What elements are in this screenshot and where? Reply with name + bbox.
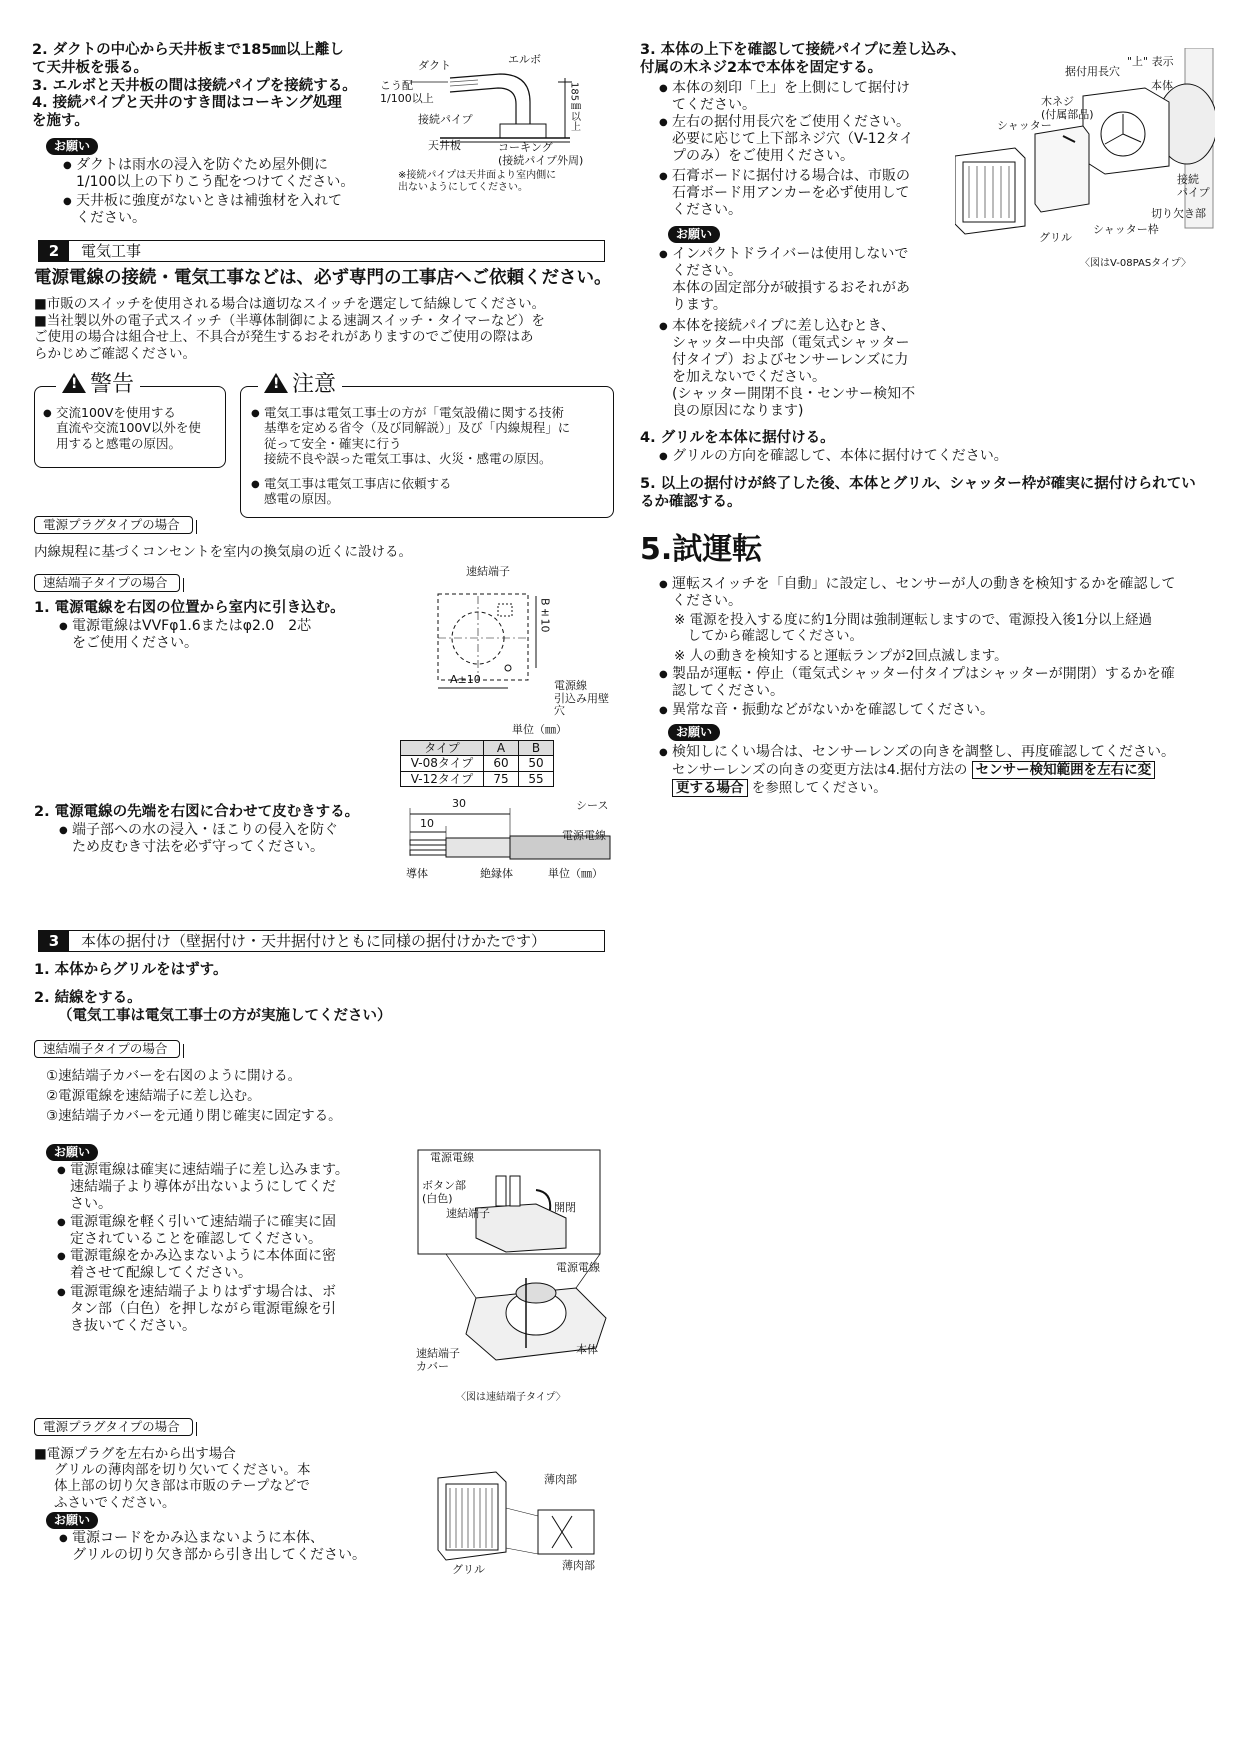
terminal-note-2: ● 電源電線を軽く引いて速結端子に確実に固 定されていることを確認してください。 [70,1214,336,1248]
fig3-insulator-label: 絶縁体 [480,867,513,880]
fig2-terminal-label: 速結端子 [466,565,510,578]
fig3-unit-label: 単位（㎜） [548,867,603,880]
terminal-note-4: ● 電源電線を速結端子よりはずす場合は、ボ タン部（白色）を押しながら電源電線を引 き抜いてください。 [70,1284,336,1335]
table-header: B [519,741,554,756]
test-subnote-2: ※ 人の動きを検知すると運転ランプが2回点滅します。 [674,648,1008,664]
fig6-grill-label: グリル [1039,231,1072,244]
warning-title-text: 警告 [90,372,135,397]
fig4-body-label: 本体 [576,1343,598,1356]
mount-step-3-note-2: ● 左右の据付用長穴をご使用ください。 必要に応じて上下部ネジ穴（V-12タイ プのみ）をご使用ください。 [672,114,913,165]
fig1-note: ※接続パイプは天井面より室内側に 出ないようにしてください。 [398,170,557,193]
fig2-unit-label: 単位（㎜） [512,723,567,736]
fig1-pipe-label: 接続パイプ [418,113,473,126]
fig6-shutter-label: シャッター [997,119,1052,132]
body-mount-figure [955,48,1215,268]
mount-step-3-note-3: ● 石膏ボードに据付ける場合は、市販の 石膏ボード用アンカーを必ず使用して ください。 [672,168,910,219]
test-note-1: ● 運転スイッチを「自動」に設定し、センサーが人の動きを検知するかを確認して ください。 [672,576,1175,610]
warning-title [56,372,140,398]
fig6-body-label: 本体 [1151,79,1173,92]
fig4-caption: 〈図は速結端子タイプ〉 [456,1392,566,1403]
section-3-title: 本体の据付け（壁据付け・天井据付けともに同様の据付けかたです） [81,932,547,950]
caution-text-1: ● 電気工事は電気工事士の方が「電気設備に関する技術 基準を定める省令（及び同解説）」及び「内線規程」に 従って安全・確実に行う 接続不良や誤った電気工事は、火災・感電の原因。 [264,405,570,466]
table-header-row [401,741,554,756]
section-3-number: 3 [39,931,69,951]
install-step-4: 4. 接続パイプと天井のすき間はコーキング処理 を施す。 [32,95,342,129]
grill-thin-figure [432,1468,622,1578]
fig4-cable-label: 電源電線 [430,1151,474,1164]
wall-hole-figure [426,566,616,716]
plug-type-text: 内線規程に基づくコンセントを室内の換気扇の近くに設ける。 [34,544,412,560]
plug-type-tag: 電源プラグタイプの場合 [34,516,193,534]
quick-terminal-figure [416,1148,616,1408]
table-cell: V-12タイプ [401,771,484,786]
detect-note-line3 [672,780,887,796]
wiring-step-2-note: ● 端子部への水の浸入・ほこりの侵入を防ぐ ため皮むき寸法を必ず守ってください。 [72,822,338,856]
duct-elbow-figure [380,52,630,202]
fig3-conductor-label: 導体 [406,867,428,880]
table-cell: 50 [519,756,554,771]
detect-note [672,744,1175,761]
fig4-terminal-label: 速結端子 [446,1207,490,1220]
onegai-badge-5: お願い [668,724,720,741]
mount-step-1: 1. 本体からグリルをはずす。 [34,962,228,978]
plug-type-tag-2: 電源プラグタイプの場合 [34,1418,193,1436]
fig6-slot-label: 据付用長穴 [1065,65,1120,78]
sensor-range-ref-link-2[interactable]: 更する場合 [672,779,748,797]
table-row [401,771,554,786]
fig2-a-label: A±10 [450,673,481,686]
test-note-3: ● 異常な音・振動などがないかを確認してください。 [672,702,994,719]
fig6-pipe-label: 接続 パイプ [1177,173,1210,199]
mount-step-2-sub: （電気工事は電気工事士の方が実施してください） [58,1008,392,1024]
mount-step-5: 5. 以上の据付けが終了した後、本体とグリル、シャッター枠が確実に据付けられてい るか確認する。 [640,476,1196,510]
electronic-switch-note: ■当社製以外の電子式スイッチ（半導体制御による速調スイッチ・タイマーなど）を ご使用の場合は組合せ上、不具合が発生するおそれがありますのでご使用の際はあ らかじめご確認ください。 [34,313,545,362]
fig4-button-label: ボタン部 (白色) [422,1179,466,1205]
mount-step-2: 2. 結線をする。 [34,990,142,1006]
strip-length-figure [400,796,620,886]
terminal-note-1: ● 電源電線は確実に速結端子に差し込みます。 速結端子より導体が出ないようにしてくだ さい。 [70,1162,349,1213]
wiring-step-1-note: ● 電源電線はVVFφ1.6またはφ2.0 2芯 をご使用ください。 [72,618,311,652]
table-header: タイプ [401,741,484,756]
ceiling-note: ● 天井板に強度がないときは補強材を入れて ください。 [76,193,342,227]
sensor-range-ref-link[interactable]: センサー検知範囲を左右に変 [972,761,1156,779]
dimension-table [400,740,554,787]
fig6-screw-label: 木ネジ (付属部品) [1041,95,1094,121]
table-cell: 55 [519,771,554,786]
onegai-badge-4: お願い [668,226,720,243]
caution-icon [264,373,288,393]
wiring-step-2: 2. 電源電線の先端を右図に合わせて皮むきする。 [34,804,360,820]
circle-step-3: ③速結端子カバーを元通り閉じ確実に固定する。 [46,1108,342,1124]
test-subnote-1: ※ 電源を投入する度に約1分間は強制運転しますので、電源投入後1分以上経過 してから確認してください。 [674,612,1153,645]
fig3-cable-label: 電源電線 [562,829,606,842]
fig6-notch-label: 切り欠き部 [1151,207,1206,220]
fig4-cover-label: 速結端子 カバー [416,1347,460,1373]
test-note-2: ● 製品が運転・停止（電気式シャッター付タイプはシャッターが開閉）するかを確 認してください。 [672,666,1175,700]
fig5-thin-label: 薄肉部 [544,1473,577,1486]
quick-terminal-tag-2: 速結端子タイプの場合 [34,1040,180,1058]
switch-note: ■市販のスイッチを使用される場合は適切なスイッチを選定して結線してください。 [34,296,546,312]
section-2-lead: 電源電線の接続・電気工事などは、必ず専門の工事店へご依頼ください。 [34,268,612,288]
detect-note-line1: 検知しにくい場合は、センサーレンズの向きを調整し、再度確認してください。 [672,744,1175,760]
section-2-header [38,240,605,262]
test-run-title: 5.試運転 [640,532,763,567]
onegai-badge: お願い [46,138,98,155]
plug-side-text: グリルの薄肉部を切り欠いてください。本 体上部の切り欠き部は市販のテープなどで ふさいでください。 [54,1462,311,1511]
section-2-number: 2 [39,241,69,261]
fig2-hole-label: 電源線 引込み用壁穴 [554,679,609,718]
caution-text-2: ● 電気工事は電気工事店に依頼する 感電の原因。 [264,476,452,507]
onegai-badge-2: お願い [46,1144,98,1161]
caution-title [258,372,342,398]
fig5-grill-label: グリル [452,1563,485,1576]
detect-note-tail: を参照してください。 [751,780,887,796]
warning-icon [62,373,86,393]
onegai-badge-3: お願い [46,1512,98,1529]
caution-title-text: 注意 [292,372,337,397]
terminal-note-3: ● 電源電線をかみ込まないように本体面に密 着させて配線してください。 [70,1248,336,1282]
fig4-open-label: 開閉 [554,1201,576,1214]
circle-step-1: ①速結端子カバーを右図のように開ける。 [46,1068,302,1084]
table-row [401,756,554,771]
plug-side-heading: ■電源プラグを左右から出す場合 [34,1446,236,1462]
fig6-up-label: "上" 表示 [1127,55,1174,68]
mount-step-3: 3. 本体の上下を確認して接続パイプに差し込み、 付属の木ネジ2本で本体を固定する。 [640,42,966,76]
fig1-elbow-label: エルボ [508,53,541,66]
detect-note-ref: センサーレンズの向きの変更方法は4.据付方法の [672,762,968,778]
fig1-slope-label: こう配 1/100以上 [380,79,434,105]
fig1-185-label: 185㎜以上 [568,82,580,132]
shutter-force-note: ● 本体を接続パイプに差し込むとき、 シャッター中央部（電気式シャッター 付タイプ）およびセンサーレンズに力 を加えないでください。 (シャッター開閉不良・センサー検知不 良の原因になります) [672,318,915,420]
table-cell: 60 [484,756,519,771]
mount-step-4: 4. グリルを本体に据付ける。 [640,430,835,446]
fig3-sheath-label: シース [576,799,609,812]
cord-note: ● 電源コードをかみ込まないように本体、 グリルの切り欠き部から引き出してください。 [72,1530,366,1564]
fig5-thin2-label: 薄肉部 [562,1559,595,1572]
fig3-30-label: 30 [452,797,466,810]
fig3-10-label: 10 [420,817,434,830]
fig1-caulk-label: コーキング (接続パイプ外周) [498,141,584,167]
duct-note: ● ダクトは雨水の浸入を防ぐため屋外側に 1/100以上の下りこう配をつけてください。 [76,157,354,191]
wiring-step-1: 1. 電源電線を右図の位置から室内に引き込む。 [34,600,345,616]
install-step-2: 2. ダクトの中心から天井板まで185㎜以上離し て天井板を張る。 [32,42,344,76]
table-cell: V-08タイプ [401,756,484,771]
fig1-ceiling-label: 天井板 [428,139,461,152]
install-step-3: 3. エルボと天井板の間は接続パイプを接続する。 [32,78,357,94]
fig6-frame-label: シャッター枠 [1093,223,1159,236]
fig1-duct-label: ダクト [418,59,451,72]
circle-step-2: ②電源電線を速結端子に差し込む。 [46,1088,261,1104]
impact-driver-note: ● インパクトドライバーは使用しないで ください。 本体の固定部分が破損するおそれがあ ります。 [672,246,910,314]
mount-step-4-note: ● グリルの方向を確認して、本体に据付けてください。 [672,448,1008,465]
warning-text: ● 交流100Vを使用する 直流や交流100V以外を使 用すると感電の原因。 [56,405,201,451]
quick-terminal-tag: 速結端子タイプの場合 [34,574,180,592]
table-cell: 75 [484,771,519,786]
detect-note-line2 [672,762,1155,778]
mount-step-3-note-1: ● 本体の刻印「上」を上側にして据付け てください。 [672,80,910,114]
section-3-header [38,930,605,952]
fig4-cable2-label: 電源電線 [556,1261,600,1274]
fig6-caption: 〈図はV-08PASタイプ〉 [1080,258,1191,269]
table-header: A [484,741,519,756]
fig2-b-label: B±10 [538,598,552,633]
section-2-title: 電気工事 [81,242,142,260]
